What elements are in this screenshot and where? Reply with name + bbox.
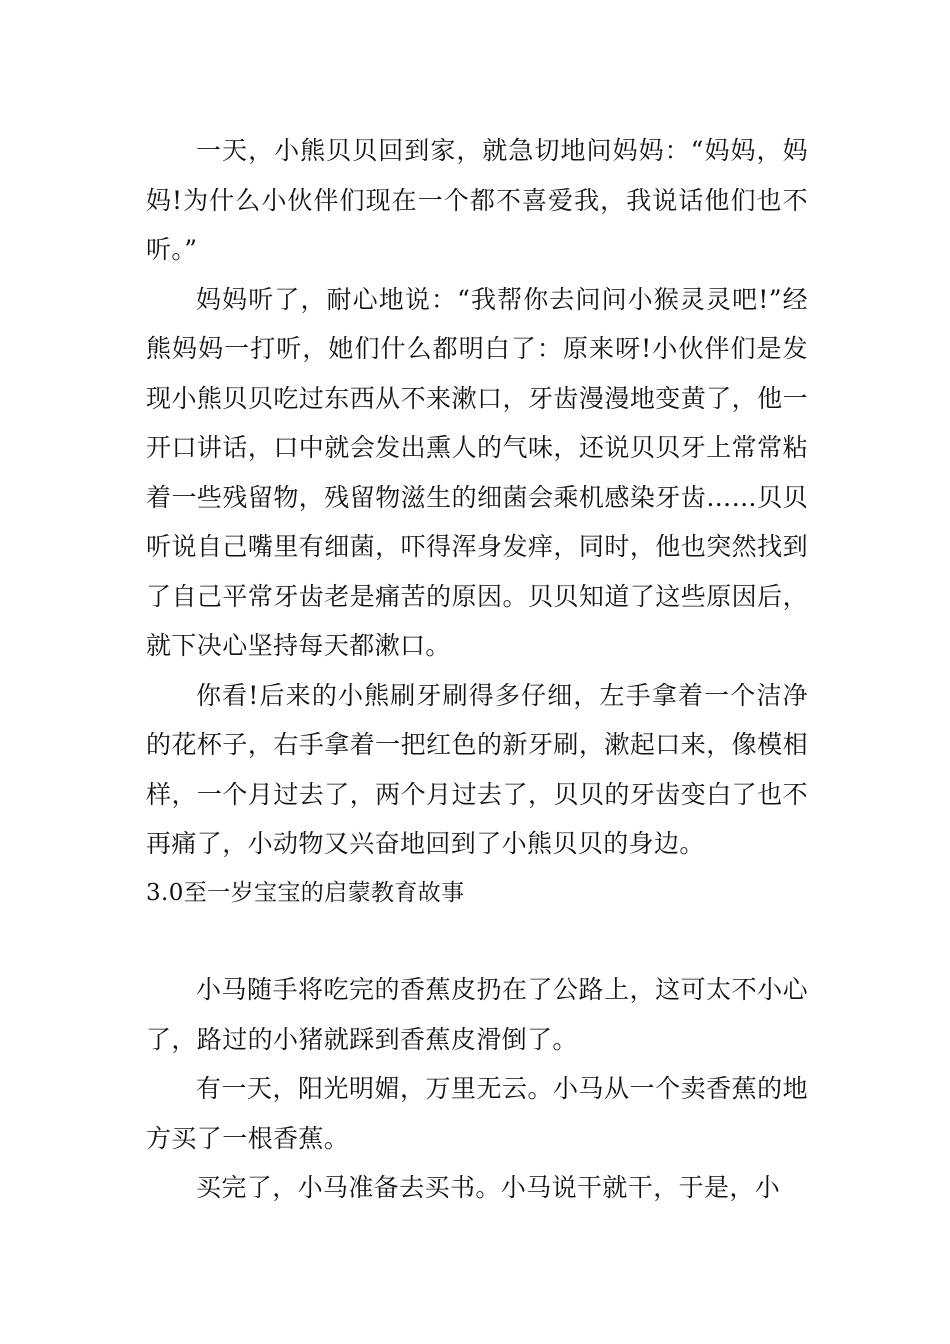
paragraph-mother-investigates: 妈妈听了，耐心地说：“我帮你去问问小猴灵灵吧!”经熊妈妈一打听，她们什么都明白了：原来呀!小伙伴们是发现小熊贝贝吃过东西从不来漱口，牙齿漫漫地变黄了，他一开口讲话，口中就会发出熏人的气味，还说贝贝牙上常常粘着一些残留物，残留物滋生的细菌会乘机感染牙齿……贝贝听说自己嘴里有细菌，吓得浑身发痒，同时，他也突然找到了自己平常牙齿老是痛苦的原因。贝贝知道了这些原因后，就下决心坚持每天都漱口。 [146,284,808,660]
paragraph-sunny-day: 有一天，阳光明媚，万里无云。小马从一个卖香蕉的地方买了一根香蕉。 [146,1074,808,1153]
paragraph-buy-book: 买完了，小马准备去买书。小马说干就干，于是，小 [196,1173,781,1202]
section-spacer [146,918,808,965]
paragraph-banana-peel: 小马随手将吃完的香蕉皮扔在了公路上，这可太不小心了，路过的小猪就踩到香蕉皮滑倒了。 [146,975,808,1054]
paragraph-bear-brushes-teeth: 你看!后来的小熊刷牙刷得多仔细，左手拿着一个洁净的花杯子，右手拿着一把红色的新牙刷，漱起口来，像模相样，一个月过去了，两个月过去了，贝贝的牙齿变白了也不再痛了，小动物又兴奋地回到了小熊贝贝的身边。 [146,680,808,858]
document-body [146,126,808,1213]
paragraph-bear-asks-mother: 一天，小熊贝贝回到家，就急切地问妈妈：“妈妈，妈妈!为什么小伙伴们现在一个都不喜爱我，我说话他们也不听。” [146,136,808,264]
section-heading: 3.0至一岁宝宝的启蒙教育故事 [146,879,465,906]
